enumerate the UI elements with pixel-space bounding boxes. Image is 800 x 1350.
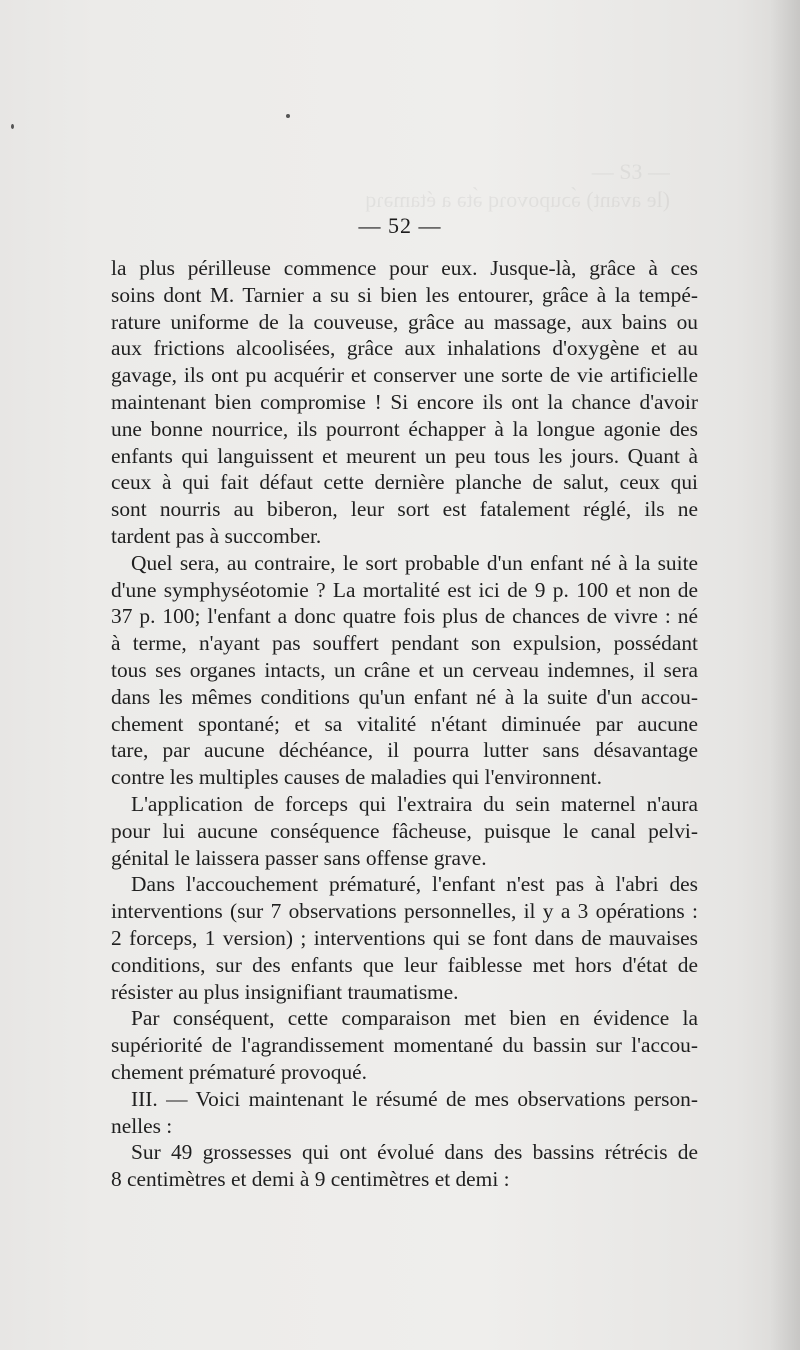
text-line: génital le laissera passer sans offense grave. bbox=[111, 845, 487, 870]
text-line: rature uniforme de la couveuse, grâce au massage, aux bains ou bbox=[111, 309, 698, 334]
text-line: maintenant bien compromise ! Si encore ils ont la chance d'avoir bbox=[111, 389, 698, 414]
text-line: III. — Voici maintenant le résumé de mes observations person- bbox=[131, 1086, 698, 1111]
page-number: — 52 — bbox=[358, 213, 442, 238]
text-line: interventions (sur 7 observations personnelles, il y a 3 opérations : bbox=[111, 899, 698, 924]
text-line: tare, par aucune déchéance, il pourra lutter sans désavantage bbox=[111, 738, 698, 763]
text-line: nelles : bbox=[111, 1113, 173, 1138]
text-line: contre les multiples causes de maladies qui l'environnent. bbox=[111, 765, 602, 790]
text-line: 8 centimètres et demi à 9 centimètres et demi : bbox=[111, 1167, 510, 1192]
text-line: L'application de forceps qui l'extraira du sein maternel n'aura bbox=[131, 791, 698, 816]
text-line: enfants qui languissent et meurent un peu tous les jours. Quant à bbox=[111, 443, 698, 468]
text-line: à terme, n'ayant pas souffert pendant son expulsion, possédant bbox=[111, 631, 698, 656]
text-line: Quel sera, au contraire, le sort probable d'un enfant né à la suite bbox=[131, 550, 698, 575]
text-line: la plus périlleuse commence pour eux. Jusque-là, grâce à ces bbox=[111, 256, 698, 280]
text-line: tous ses organes intacts, un crâne et un cerveau indemnes, il sera bbox=[111, 657, 698, 682]
text-line: supériorité de l'agrandissement momentané du bassin sur l'accou- bbox=[111, 1033, 698, 1058]
text-line: Dans l'accouchement prématuré, l'enfant n'est pas à l'abri des bbox=[131, 872, 698, 897]
text-line: aux frictions alcoolisées, grâce aux inhalations d'oxygène et au bbox=[111, 336, 698, 361]
text-line: gavage, ils ont pu acquérir et conserver une sorte de vie artificielle bbox=[111, 363, 698, 388]
text-line: Sur 49 grossesses qui ont évolué dans des bassins rétrécis de bbox=[131, 1140, 698, 1165]
text-line: 37 p. 100; l'enfant a donc quatre fois plus de chances de vivre : né bbox=[111, 604, 698, 629]
text-line: d'une symphyséotomie ? La mortalité est ici de 9 p. 100 et non de bbox=[111, 577, 698, 602]
text-line: résister au plus insignifiant traumatisme. bbox=[111, 979, 459, 1004]
text-line: conditions, sur des enfants que leur faiblesse met hors d'état de bbox=[111, 952, 698, 977]
page-edge-shadow bbox=[770, 0, 800, 1350]
paper-speck bbox=[11, 124, 14, 129]
text-line: Par conséquent, cette comparaison met bien en évidence la bbox=[131, 1006, 698, 1031]
text-line: chement spontané; et sa vitalité n'étant diminuée par aucune bbox=[111, 711, 698, 736]
body-text bbox=[111, 255, 698, 1193]
bleed-through-text: — ƐƧ — (le avant) ǝ́ɔupovoɿq ǝ́tǝ a étamǝɿq bbox=[365, 159, 670, 212]
paper-speck bbox=[286, 114, 290, 118]
text-line: sont nourris au biberon, leur sort est fatalement réglé, ils ne bbox=[111, 497, 698, 522]
text-line: ceux à qui fait défaut cette dernière planche de salut, ceux qui bbox=[111, 470, 698, 495]
text-line: chement prématuré provoqué. bbox=[111, 1059, 367, 1084]
text-line: tardent pas à succomber. bbox=[111, 523, 322, 548]
text-line: soins dont M. Tarnier a su si bien les entourer, grâce à la tempé- bbox=[111, 282, 698, 307]
text-line: dans les mêmes conditions qu'un enfant né à la suite d'un accou- bbox=[111, 684, 698, 709]
text-line: une bonne nourrice, ils pourront échapper à la longue agonie des bbox=[111, 416, 698, 441]
text-line: pour lui aucune conséquence fâcheuse, puisque le canal pelvi- bbox=[111, 818, 698, 843]
text-line: 2 forceps, 1 version) ; interventions qui se font dans de mauvaises bbox=[111, 925, 698, 950]
